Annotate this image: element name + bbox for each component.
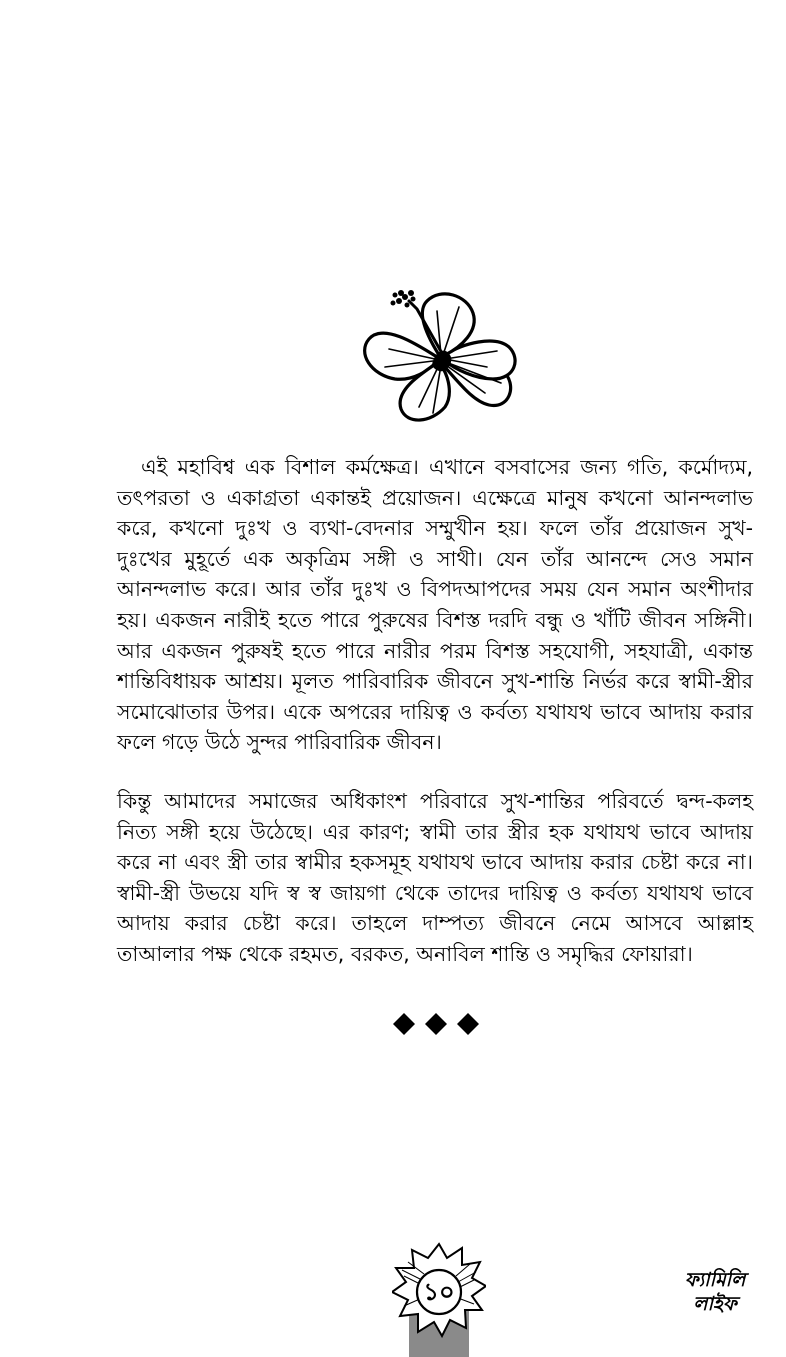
three-diamonds-icon [393,1013,479,1035]
hibiscus-flower-icon [355,283,523,428]
body-paragraph-2: কিন্তু আমাদের সমাজের অধিকাংশ পরিবারে সুখ-শান্তির পরিবর্তে দ্বন্দ-কলহ নিত্য সঙ্গী হয়ে উঠেছে। এর কারণ; স্বামী তার স্ত্রীর হক যথাযথ ভাবে আদায় করে না এবং স্ত্রী তার স্বামীর হকসমূহ যথাযথ ভাবে আদায় করার চেষ্টা করে না। স্বামী-স্ত্রী উভয়ে যদি স্ব স্ব জায়গা থেকে তাদের দায়িত্ব ও কর্বত্য যথাযথ ভাবে আদায় করার চেষ্টা করে। তাহলে দাম্পত্য জীবনে নেমে আসবে আল্লাহ তাআলার পক্ষ থেকে রহমত, বরকত, অনাবিল শান্তি ও সমৃদ্ধির ফোয়ারা। [117,789,753,966]
body-paragraph-1: এই মহাবিশ্ব এক বিশাল কর্মক্ষেত্র। এখানে বসবাসের জন্য গতি, কর্মোদ্যম, তৎপরতা ও একাগ্রতা একান্তই প্রয়োজন। এক্ষেত্রে মানুষ কখনো আনন্দলাভ করে, কখনো দুঃখ ও ব্যথা-বেদনার সম্মুখীন হয়। ফলে তাঁর প্রয়োজন সুখ-দুঃখের মুহূর্তে এক অকৃত্রিম সঙ্গী ও সাথী। যেন তাঁর আনন্দে সেও সমান আনন্দলাভ করে। আর তাঁর দুঃখ ও বিপদআপদের সময় যেন সমান অংশীদার হয়। একজন নারীই হতে পারে পুরুষের বিশস্ত দরদি বন্ধু ও খাঁটি জীবন সঙ্গিনী। আর একজন পুরুষই হতে পারে নারীর পরম বিশস্ত সহযোগী, সহযাত্রী, একান্ত শান্তিবিধায়ক আশ্রয়। মূলত পারিবারিক জীবনে সুখ-শান্তি নির্ভর করে স্বামী-স্ত্রীর সমোঝোতার উপর। একে অপরের দায়িত্ব ও কর্বত্য যথাযথ ভাবে আদায় করার ফলে গড়ে উঠে সুন্দর পারিবারিক জীবন। [117,455,753,755]
brand-line-2: লাইফ [693,1293,737,1315]
brand-logo [670,1268,760,1316]
brand-line-1: ফ্যামিলি [684,1269,746,1291]
page-number: ১০ [423,1278,455,1306]
